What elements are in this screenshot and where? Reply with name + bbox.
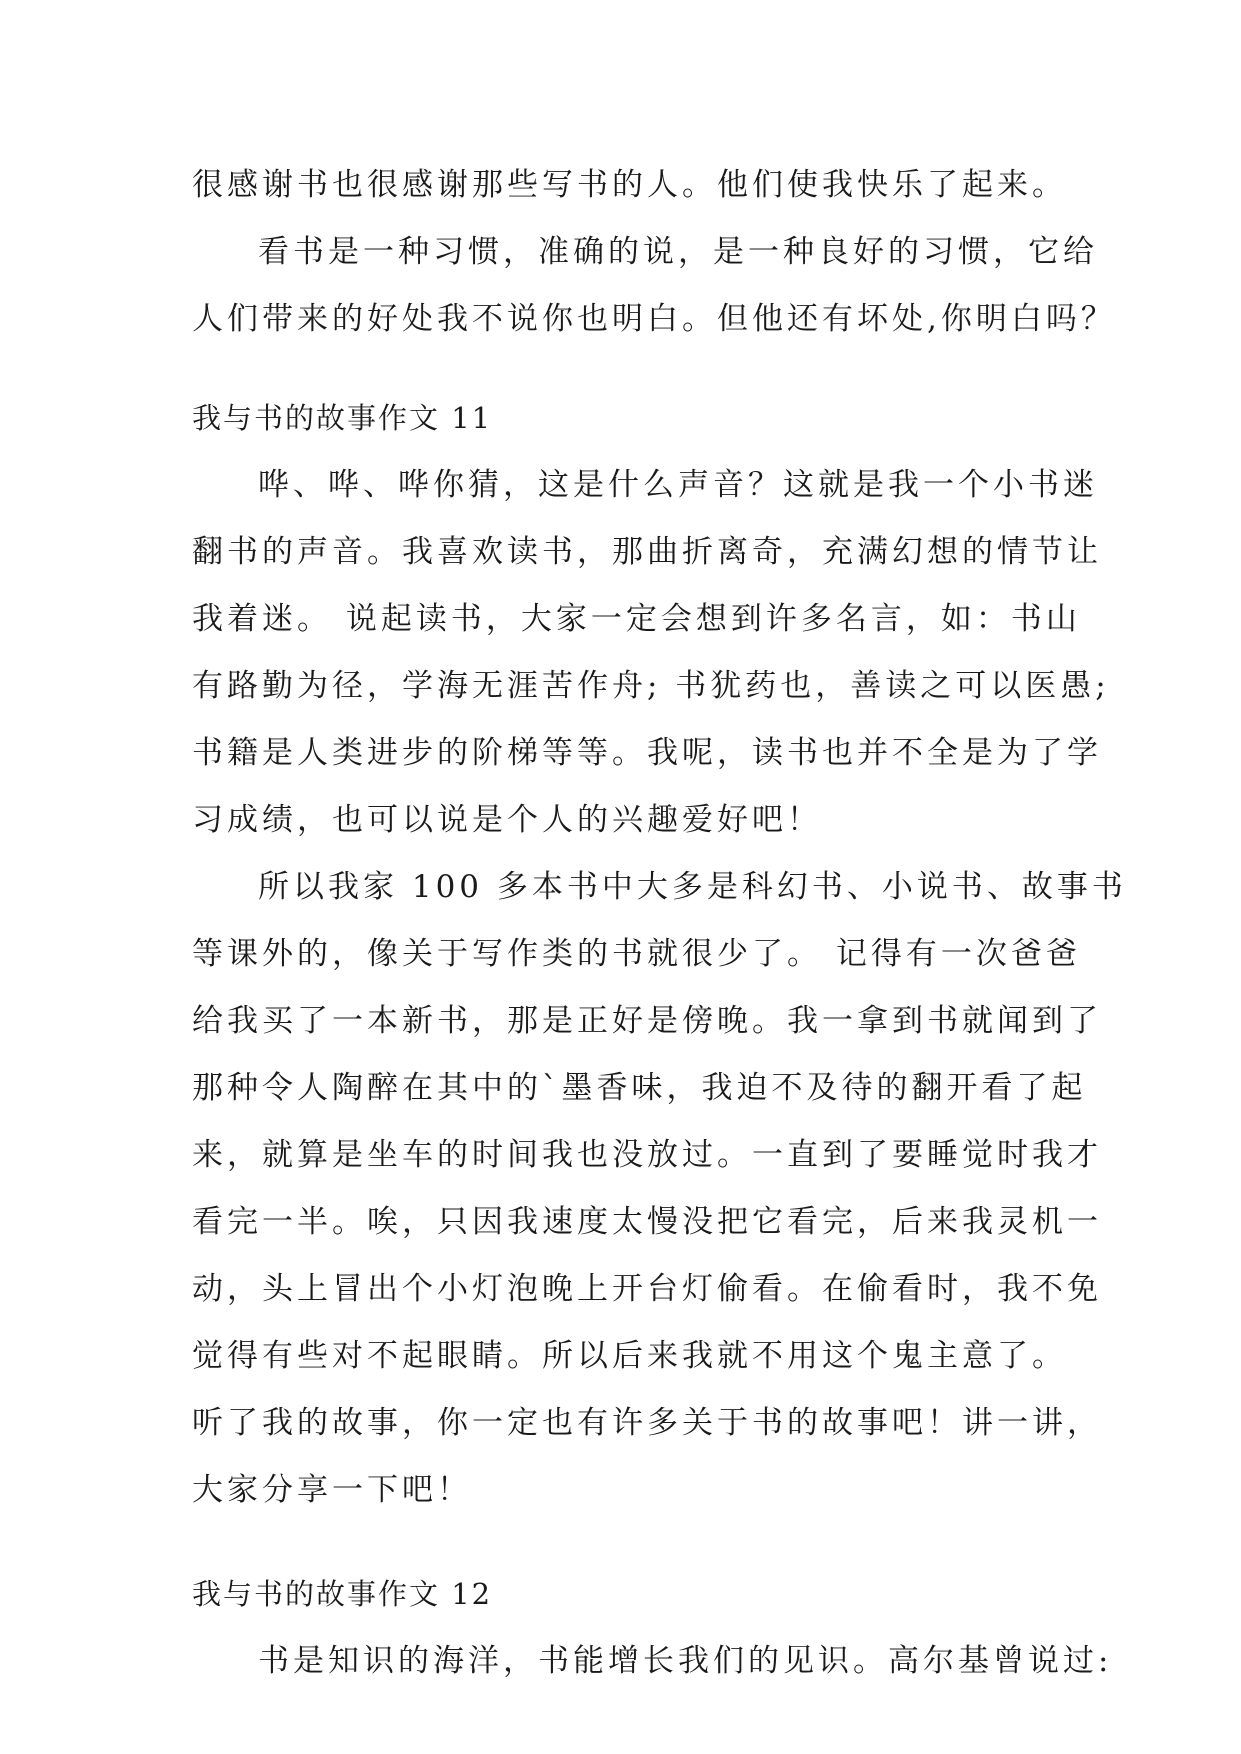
section-heading: 我与书的故事作文 12 [192, 1577, 493, 1611]
paragraph-line: 大家分享一下吧！ [192, 1472, 472, 1508]
paragraph-line: 书籍是人类进步的阶梯等等。我呢，读书也并不全是为了学 [192, 735, 1102, 771]
paragraph-line: 给我买了一本新书，那是正好是傍晚。我一拿到书就闻到了 [192, 1003, 1102, 1039]
paragraph-line: 那种令人陶醉在其中的`墨香味，我迫不及待的翻开看了起 [192, 1070, 1087, 1106]
paragraph-line: 哗、哗、哗你猜，这是什么声音？这就是我一个小书迷 [258, 467, 1098, 503]
paragraph-line: 习成绩，也可以说是个人的兴趣爱好吧！ [192, 802, 822, 838]
section-heading: 我与书的故事作文 11 [192, 401, 493, 435]
paragraph-line: 来，就算是坐车的时间我也没放过。一直到了要睡觉时我才 [192, 1137, 1102, 1173]
paragraph-line: 动，头上冒出个小灯泡晚上开台灯偷看。在偷看时，我不免 [192, 1271, 1102, 1307]
paragraph-line: 翻书的声音。我喜欢读书，那曲折离奇，充满幻想的情节让 [192, 534, 1102, 570]
paragraph-line: 有路勤为径，学海无涯苦作舟; 书犹药也，善读之可以医愚; [192, 668, 1110, 704]
paragraph-line: 觉得有些对不起眼睛。所以后来我就不用这个鬼主意了。 [192, 1338, 1067, 1374]
paragraph-line: 人们带来的好处我不说你也明白。但他还有坏处,你明白吗？ [192, 301, 1116, 337]
paragraph-line: 听了我的故事，你一定也有许多关于书的故事吧！讲一讲， [192, 1405, 1102, 1441]
paragraph-line: 等课外的，像关于写作类的书就很少了。 记得有一次爸爸 [192, 936, 1081, 972]
paragraph-line: 看书是一种习惯，准确的说，是一种良好的习惯，它给 [258, 234, 1098, 270]
paragraph-line: 所以我家 100 多本书中大多是科幻书、小说书、故事书 [258, 869, 1127, 905]
paragraph-line: 书是知识的海洋，书能增长我们的见识。高尔基曾说过: [258, 1643, 1113, 1679]
paragraph-line: 很感谢书也很感谢那些写书的人。他们使我快乐了起来。 [192, 167, 1067, 203]
paragraph-line: 我着迷。 说起读书，大家一定会想到许多名言，如：书山 [192, 601, 1081, 637]
paragraph-line: 看完一半。唉，只因我速度太慢没把它看完，后来我灵机一 [192, 1204, 1102, 1240]
